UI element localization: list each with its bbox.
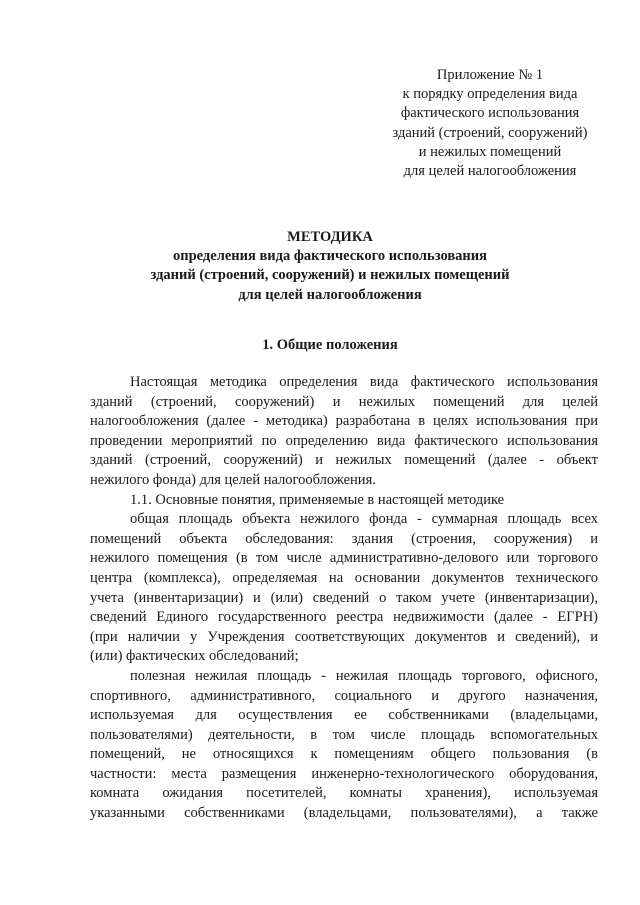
paragraph-line: указанными собственниками (владельцами, пользователями), а также xyxy=(90,805,598,822)
paragraph-line: центра (комплекса), определяемая на основании документов технического xyxy=(90,569,598,586)
appendix-header xyxy=(380,66,600,181)
paragraph-line: учета (инвентаризации) и (или) сведений о таком учете (инвентаризации), xyxy=(90,589,598,606)
paragraph-line: (или) фактических обследований; xyxy=(90,648,299,665)
paragraph-line: сведений Единого государственного реестра недвижимости (далее - ЕГРН) xyxy=(90,609,598,626)
paragraph-line: общая площадь объекта нежилого фонда - суммарная площадь всех xyxy=(130,511,598,528)
paragraph-line: проведении мероприятий по определению вида фактического использования xyxy=(90,432,598,449)
paragraph-line: помещений объекта обследования: здания (строения, сооружения) и xyxy=(90,530,598,547)
appendix-line: фактического использования xyxy=(400,105,580,122)
paragraph-line: (при наличии у Учреждения соответствующих документов и сведений), и xyxy=(90,628,598,645)
paragraph-line: пользователями) деятельности, в том числе площадь вспомогательных xyxy=(90,726,598,743)
paragraph-line: используемая для осуществления ее собственниками (владельцами, xyxy=(90,707,598,724)
subsection-heading: 1.1. Основные понятия, применяемые в настоящей методике xyxy=(130,491,505,508)
appendix-line: Приложение № 1 xyxy=(436,67,544,83)
paragraph-line: нежилого помещения (в том числе административно-делового или торгового xyxy=(90,550,598,567)
appendix-line: зданий (строений, сооружений) xyxy=(392,124,588,141)
appendix-line: и нежилых помещений xyxy=(418,143,562,160)
document-title xyxy=(60,228,600,305)
paragraph-line: частности: места размещения инженерно-технологического оборудования, xyxy=(90,765,598,782)
paragraph-line: помещений, не относящихся к помещениям общего пользования (в xyxy=(90,746,598,763)
appendix-line: для целей налогообложения xyxy=(403,163,577,180)
paragraph-line: зданий (строений, сооружений) и нежилых помещений для целей xyxy=(90,393,598,410)
paragraph-line: зданий (строений, сооружений) и нежилых помещений (далее - объект xyxy=(90,452,598,469)
title-line: для целей налогообложения xyxy=(238,286,422,303)
paragraph-line: нежилого фонда) для целей налогообложения. xyxy=(90,471,376,488)
paragraph-line: полезная нежилая площадь - нежилая площадь торгового, офисного, xyxy=(130,667,598,684)
title-line: МЕТОДИКА xyxy=(287,229,373,245)
section-heading: 1. Общие положения xyxy=(262,337,398,353)
body-text xyxy=(90,373,598,824)
paragraph-line: спортивного, административного, социального и другого назначения, xyxy=(90,687,598,704)
paragraph-line: налогообложения (далее - методика) разработана в целях использования при xyxy=(90,413,598,430)
appendix-line: к порядку определения вида xyxy=(402,86,578,103)
title-line: зданий (строений, сооружений) и нежилых помещений xyxy=(150,267,510,284)
title-line: определения вида фактического использования xyxy=(173,248,487,265)
paragraph-line: Настоящая методика определения вида фактического использования xyxy=(130,374,598,390)
paragraph-line: комната ожидания посетителей, комнаты хранения), используемая xyxy=(90,785,598,802)
